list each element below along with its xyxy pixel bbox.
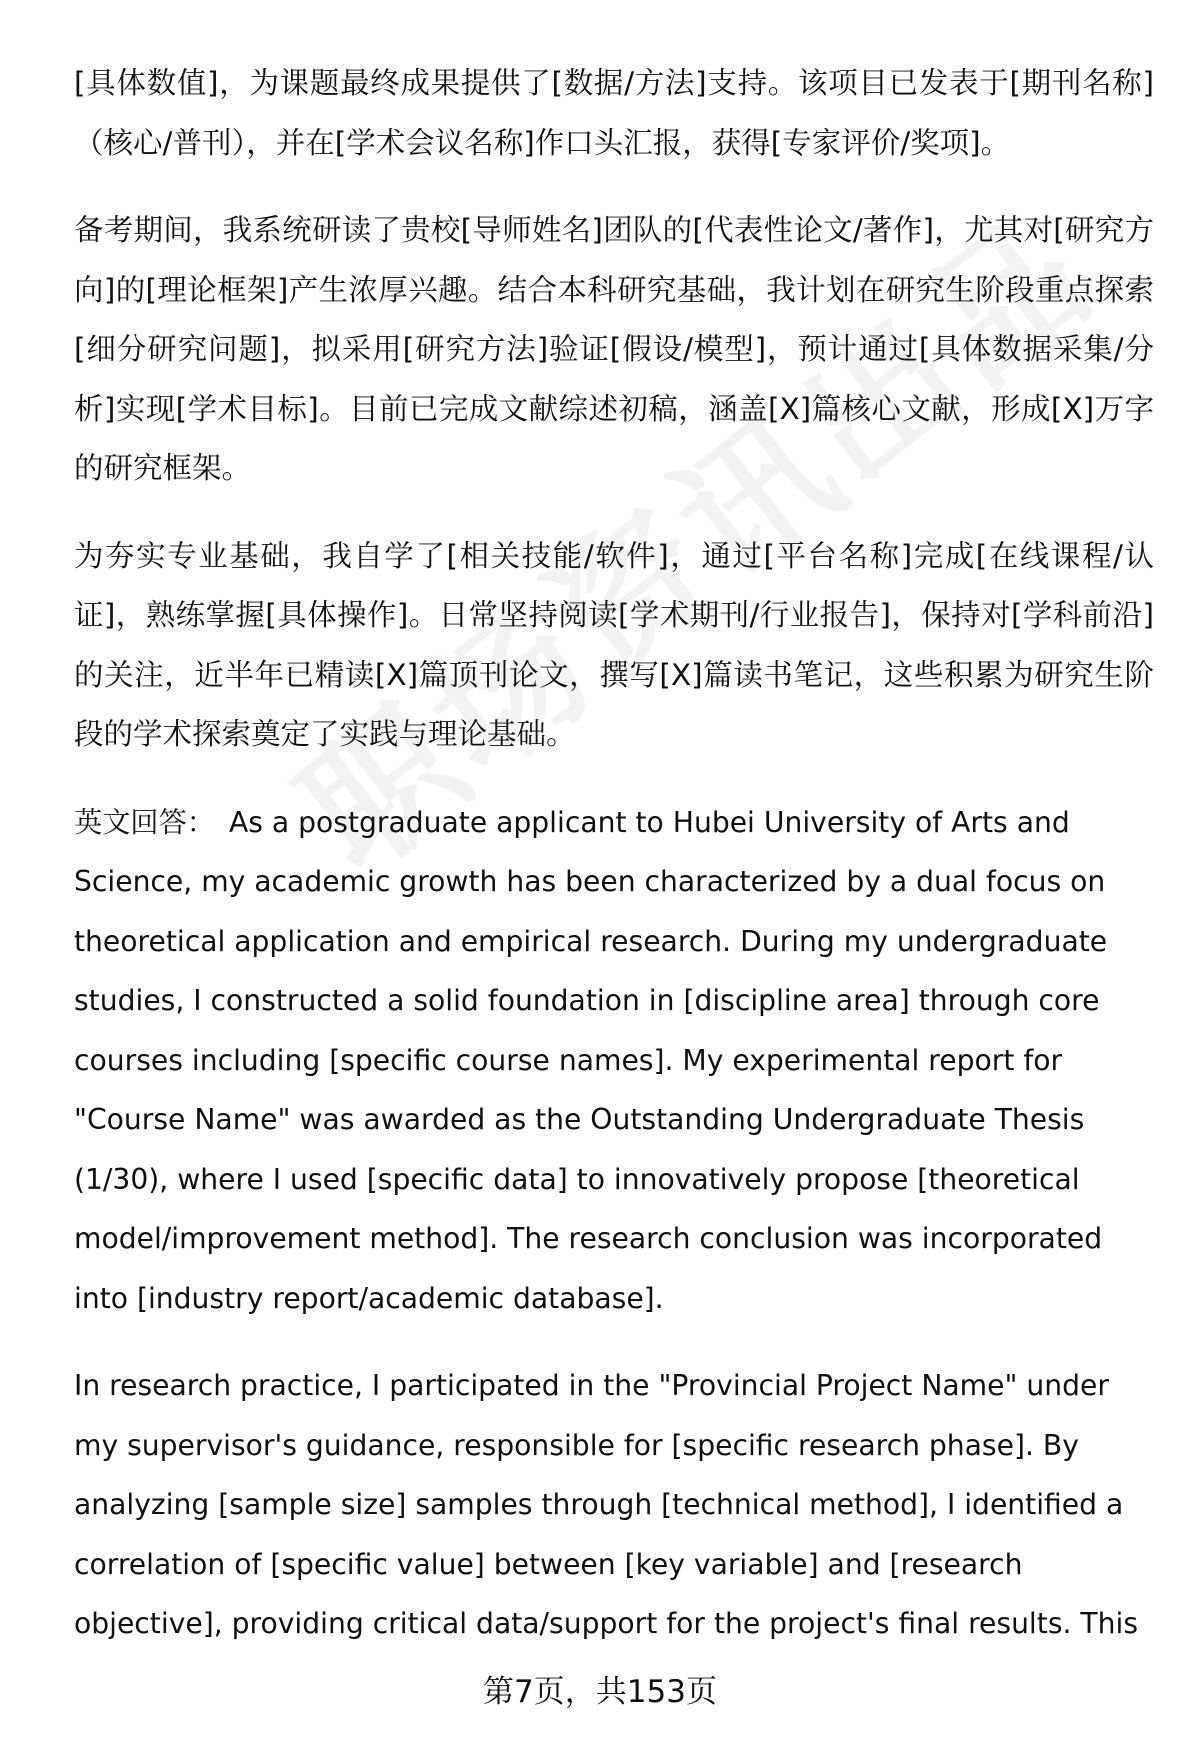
paragraph-3: 为夯实专业基础，我自学了[相关技能/软件]，通过[平台名称]完成[在线课程/认证]，熟练掌握[具体操作]。日常坚持阅读[学术期刊/行业报告]，保持对[学科前沿]的关注，近半年已精读[X]篇顶刊论文，撰写[X]篇读书笔记，这些积累为研究生阶段的学术探索奠定了实践与理论基础。: [74, 538, 1154, 751]
page-number: 第7页，共153页: [483, 1674, 717, 1710]
paragraph-4-text: As a postgraduate applicant to Hubei University of Arts and Science, my academic growth has been characterized by a dual focus on theoretical application and empirical research. During my undergraduate studies, I constructed a solid foundation in [discipline area] through core courses including [specific course names]. My experimental report for "Course Name" was awarded as the Outstanding Undergraduate Thesis (1/30), where I used [specific data] to innovatively propose [theoretical model/improvement method]. The research conclusion was incorporated into [industry report/academic database].: [74, 805, 1108, 1315]
paragraph-1: [具体数值]，为课题最终成果提供了[数据/方法]支持。该项目已发表于[期刊名称]（核心/普刊），并在[学术会议名称]作口头汇报，获得[专家评价/奖项]。: [74, 66, 1154, 160]
paragraph-5: In research practice, I participated in the "Provincial Project Name" under my supervisor's guidance, responsible for [specific research phase]. By analyzing [sample size] samples through [technical method], I identified a correlation of [specific value] between [key variable] and [research objective], providing critical data/support for the project's final results. This: [74, 1369, 1139, 1640]
paragraph-2: 备考期间，我系统研读了贵校[导师姓名]团队的[代表性论文/著作]，尤其对[研究方向]的[理论框架]产生浓厚兴趣。结合本科研究基础，我计划在研究生阶段重点探索[细分研究问题]，拟采用[研究方法]验证[假设/模型]，预计通过[具体数据采集/分析]实现[学术目标]。目前已完成文献综述初稿，涵盖[X]篇核心文献，形成[X]万字的研究框架。: [74, 213, 1154, 485]
english-answer-label: 英文回答：: [74, 805, 215, 839]
document-body: [74, 54, 1154, 1682]
paragraph-4: [74, 793, 1154, 1329]
